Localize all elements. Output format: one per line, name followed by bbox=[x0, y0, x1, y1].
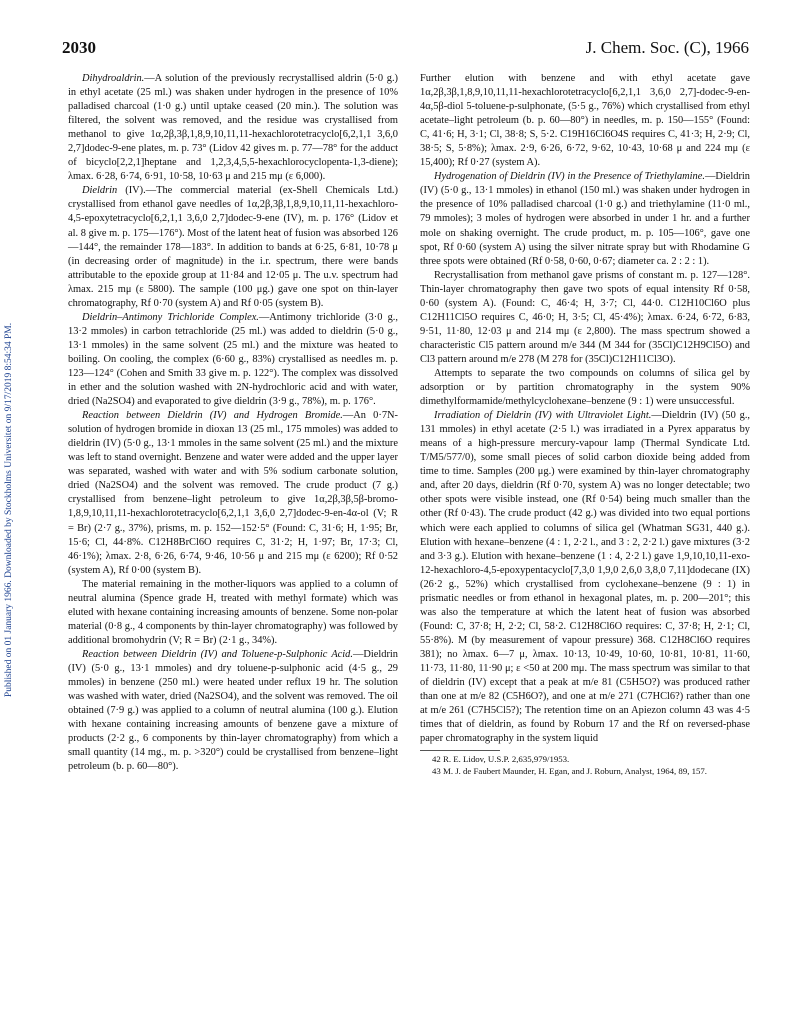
footnote-rule bbox=[420, 750, 500, 751]
paragraph bbox=[420, 269, 750, 367]
paragraph-text: —Dieldrin (IV) (50 g., 131 mmoles) in ethyl acetate (2·5 l.) was irradiated in a Pyrex apparatus by means of a high-pressure mercury-vapour lamp (Thermal Syndicate Ltd. T/M5/577/0), some small pieces of solid carbon dioxide being added from time to time. Samples (200 μg.) were examined by thin-layer chromatography and, after 20 days, dieldrin (Rf 0·70, system A) was no longer detectable; two other spots were visible instead, one (Rf 0·54) being much smaller than the other (Rf 0·43). The crude product (42 g.) was divided into two equal portions which were each applied to columns of silica gel (Whatman SG31, 440 g.). Elution with hexane–benzene (4 : 1, 2·2 l., and 3 : 2, 2·2 l.) gave mixtures (3·2 and 3·3 g.). Elution with hexane–benzene (1 : 4, 2·2 l.) gave 1,9,10,10,11-exo-12-hexachloro-4,5-epoxypentacyclo[7,3,0 1,9,0 2,6,0 3,8,0 7,11]dodecane (IX) (26·2 g., 52%) which crystallised from cyclohexane–benzene (9 : 1) in prismatic needles or from ethanol in hexagonal plates, m. p. 200—201°; this was also the temperature at which the latent heat of fusion was absorbed (Found: C, 37·8; H, 2·2; Cl, 58·2. C12H8Cl6O requires: C, 37·8; H, 2·1; Cl, 55·8%). M (by measurement of vapour pressure) 368. C12H8Cl6O requires 381); no λmax. 6—7 μ, λmax. 10·13, 10·49, 10·60, 10·81, 10·81, 11·60, 11·73, 11·80, 11·90 μ; ε <50 at 200 mμ. The mass spectrum was similar to that of dieldrin (IV) except that a peak at m/e 81 (C5H5O?) was produced rather than one at m/e 82 (C5H6O?), and one at m/e 271 (C7HCl6?) rather than one at m/e 261 (C7H5Cl5?); The retention time on an Apiezon column 43 was 4·5 times that of dieldrin, as found by Roburn 17 and the Rf on reversed-phase paper chromatography in the system liquid bbox=[420, 410, 751, 745]
paragraph bbox=[68, 311, 398, 409]
paragraph-text: —A solution of the previously recrystallised aldrin (5·0 g.) in ethyl acetate (25 ml.) was shaken under hydrogen in the presence of 10% palladised charcoal (1·0 g.) until uptake ceased (20 min.). The solution was filtered, the solvent was removed, and the residue was crystallised from methanol to give 1α,2β,3β,1,8,9,10,11,11-hexachlorotetracyclo[6,2,1,1 3,6,0 2,7]dodec-9-ene plates, m. p. 73° (Lidov 42 gives m. p. 77—78° for the adduct of bicyclo[2,2,1]heptane and 1,2,3,4,5,5-hexachlorocyclopenta-1,3-diene); λmax. 6·28, 6·74, 6·91, 10·58, 10·63 μ and 215 mμ (ε 6,000). bbox=[68, 73, 398, 183]
footnote: 42 R. E. Lidov, U.S.P. 2,635,979/1953. bbox=[432, 754, 570, 765]
paragraph-text: —Dieldrin (IV) (5·0 g., 13·1 mmoles) and dry toluene-p-sulphonic acid (4·5 g., 29 mmoles) in benzene (250 ml.) were heated under reflux 19 hr. The solution was washed with water, dried (Na2SO4), and the solvent was removed. The oil obtained (7·9 g.) was applied to a column of neutral alumina (100 g.). Elution with hexane containing increasing amounts of benzene gave a mixture of products (2·2 g., 6 components by thin-layer chromatography) from which a small quantity (14 mg., m. p. >320°) could be crystallised from benzene–light petroleum (b. p. 60—80°). bbox=[68, 648, 398, 773]
paragraph-heading: Dieldrin bbox=[82, 185, 118, 197]
paragraph bbox=[68, 184, 398, 310]
left-column bbox=[68, 72, 398, 774]
paragraph-text: —Dieldrin (IV) (5·0 g., 13·1 mmoles) in ethanol (150 ml.) was shaken under hydrogen in the presence of 10% palladised charcoal (1·0 g.) and triethylamine (11·0 ml., 79 mmoles); 3 moles of hydrogen were absorbed in under 1 hr. and a further mole on shaking overnight. The crude product, m. p. 105—106°, gave one spot, Rf 0·60 (system A) using the silver nitrate spray but with Rhodamine G three spots were obtained (Rf 0·58, 0·60, 0·67; diameter ca. 2 : 2 : 1). bbox=[420, 171, 750, 267]
paragraph bbox=[68, 648, 398, 774]
right-column bbox=[420, 72, 750, 777]
paragraph-text: Recrystallisation from methanol gave prisms of constant m. p. 127—128°. Thin-layer chromatography then gave two spots of equal intensity Rf 0·58, 0·60 (system A). (Found: C, 46·4; H, 3·7; Cl, 44·0. C12H10Cl6O plus C12H11Cl5O requires C, 46·0; H, 3·5; Cl, 45·4%); λmax. 6·24, 6·72, 6·83, 9·51, 11·80, 12·03 μ and 214 mμ (ε 2,800). The mass spectrum showed a characteristic Cl5 pattern around m/e 344 (M 344 for (35Cl)C12H9Cl5O) and Cl3 pattern around m/e 278 (M 278 for (35Cl)C12H11Cl3O). bbox=[420, 269, 750, 365]
paragraph-heading: Dieldrin–Antimony Trichloride Complex. bbox=[82, 311, 259, 323]
paragraph-heading: Reaction between Dieldrin (IV) and Hydrogen Bromide. bbox=[82, 410, 343, 422]
page-number: 2030 bbox=[62, 38, 96, 57]
page-header bbox=[62, 38, 749, 62]
paragraph bbox=[68, 72, 398, 184]
paragraph-text: Further elution with benzene and with ethyl acetate gave 1α,2β,3β,1,8,9,10,11,11-hexachlorotetracyclo[6,2,1,1 3,6,0 2,7]-dodec-9-en-4α,5β-diol 5-toluene-p-sulphonate, (5·5 g., 76%) which crystallised from ethyl acetate–light petroleum (b. p. 60—80°) in needles, m. p. 150—155° (Found: C, 41·6; H, 3·1; Cl, 38·8; S, 5·2. C19H16Cl6O4S requires C, 41·3; H, 2·9; Cl, 38·5; S, 5·8%); λmax. 2·9, 6·26, 6·72, 9·62, 10·43, 10·68 μ and 224 mμ (ε 15,400); Rf 0·27 (system A). bbox=[420, 73, 750, 169]
paragraph-text: —An 0·7N-solution of hydrogen bromide in dioxan 13 (25 ml., 175 mmoles) was added to dieldrin (IV) (5·0 g., 13·1 mmoles in the same solvent (25 ml.) and the mixture was left to stand overnight. Benzene and water were added and the upper layer was separated, washed with water and with 5% sodium carbonate solution, dried (Na2SO4) and the solvent was removed. The crude product (7 g.) crystallised from benzene–light petroleum to give 1α,2β,3β,5β-bromo-1,8,9,10,11,11-hexachlorotetracyclo[6,2,1,1 3,6,0 2,7]dodec-9-en-4α-ol (V; R = Br) (2·7 g., 37%), prisms, m. p. 152—152·5° (Found: C, 31·6; H, 1·95; Br, 15·6; Cl, 44·8%. C12H8BrCl6O requires C, 31·2; H, 1·97; Br, 17·3; Cl, 46·1%); λmax. 2·8, 6·26, 6·74, 9·46, 10·56 μ and 215 mμ (ε 6200); Rf 0·52 (system A), Rf 0·00 (system B). bbox=[68, 410, 398, 576]
paragraph bbox=[68, 578, 398, 648]
paragraph-heading: Dihydroaldrin. bbox=[82, 73, 145, 84]
download-notice bbox=[2, 150, 16, 870]
paragraph-text: Attempts to separate the two compounds on columns of silica gel by adsorption or by partition chromatography in the system 90% dimethylformamide/methylcyclohexane–benzene (9 : 1) were unsuccessful. bbox=[420, 367, 750, 408]
paragraph-text: —Antimony trichloride (3·0 g., 13·2 mmoles) in carbon tetrachloride (25 ml.) was added to dieldrin (5·0 g., 13·1 mmoles) in the same solvent (25 ml.) and the mixture was heated to boiling. On cooling, the complex (6·60 g., 83%) crystallised as needles m. p. 123—124° (Cohen and Smith 33 give m. p. 122°). The complex was dissolved in ether and the solution washed with 2N-hydrochloric acid and with water, dried (Na2SO4) and evaporated to give dieldrin (3·9 g., 78%), m. p. 176°. bbox=[68, 311, 398, 408]
journal-citation: J. Chem. Soc. (C), 1966 bbox=[585, 38, 749, 57]
paragraph-heading: Hydrogenation of Dieldrin (IV) in the Presence of Triethylamine. bbox=[434, 171, 705, 183]
paragraph-heading: Irradiation of Dieldrin (IV) with Ultraviolet Light. bbox=[434, 410, 652, 422]
paragraph bbox=[420, 170, 750, 268]
footnote: 43 M. J. de Faubert Maunder, H. Egan, and J. Roburn, Analyst, 1964, 89, 157. bbox=[432, 765, 708, 776]
paragraph-text: The material remaining in the mother-liquors was applied to a column of neutral alumina (Spence grade H, treated with methyl formate) which was eluted with hexane containing increasing amounts of benzene. Some non-polar material (0·8 g., 4 components by thin-layer chromatography) was followed by additional bromohydrin (V; R = Br) (2·1 g., 34%). bbox=[68, 578, 398, 646]
paragraph bbox=[420, 72, 750, 170]
paragraph bbox=[68, 409, 398, 578]
footnotes bbox=[420, 754, 750, 777]
paragraph-heading: Reaction between Dieldrin (IV) and Toluene-p-Sulphonic Acid. bbox=[82, 648, 353, 660]
paragraph-text: (IV).—The commercial material (ex-Shell Chemicals Ltd.) crystallised from ethanol gave needles of 1α,2β,3β,1,8,9,10,11,11-hexachloro-4,5-epoxytetracyclo[6,2,1,1 3,6,0 2,7]dodec-9-ene (IV), m. p. 176° (Lidov et al. 8 give m. p. 175—176°). Most of the latent heat of fusion was absorbed 126—144°, the remainder 178—183°. In addition to bands at 6·25, 6·81, 10·78 μ (in decreasing order of magnitude) in the i.r. spectrum, there were bands attributable to the epoxide group at 11·84 and 12·05 μ. The u.v. spectrum had λmax. 215 mμ (ε 5800). The sample (100 μg.) gave one spot on thin-layer chromatography, Rf 0·70 (system A) and Rf 0·05 (system B). bbox=[68, 185, 398, 309]
paragraph bbox=[420, 409, 750, 746]
download-notice-text: Published on 01 January 1966. Downloaded by Stockholms Universitet on 9/17/2019 8:54:34 PM. bbox=[4, 322, 14, 698]
paragraph bbox=[420, 367, 750, 409]
